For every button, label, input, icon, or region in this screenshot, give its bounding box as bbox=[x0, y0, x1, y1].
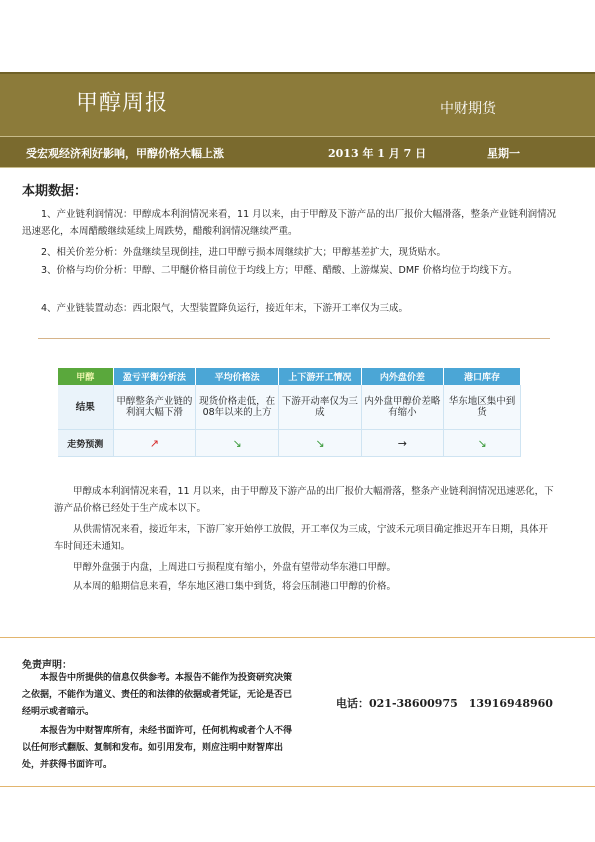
analysis-paragraph: 从供需情况来看，接近年末，下游厂家开始停工放假，开工率仅为三成，宁波禾元项目确定推迟开车日期，具体开车时间还未通知。 bbox=[54, 524, 549, 552]
trend-flat-arrow-icon: → bbox=[397, 436, 407, 450]
table-cell: 现货价格走低，在08年以来的上方 bbox=[196, 385, 279, 430]
table-header-row bbox=[58, 368, 521, 385]
brand-name: 中财期货 bbox=[440, 101, 496, 117]
table-cell bbox=[279, 430, 361, 457]
table-row bbox=[58, 385, 521, 430]
table-cell bbox=[113, 430, 195, 457]
table-header: 内外盘价差 bbox=[361, 368, 443, 385]
table-header: 甲醇 bbox=[58, 368, 113, 385]
report-title: 甲醇周报 bbox=[76, 91, 169, 116]
headline: 受宏观经济利好影响，甲醇价格大幅上涨 bbox=[26, 147, 224, 160]
trend-down-arrow-icon: ↘ bbox=[477, 436, 487, 450]
table-cell: 下游开动率仅为三成 bbox=[279, 385, 361, 430]
table-header: 平均价格法 bbox=[196, 368, 279, 385]
table-cell: 华东地区集中到货 bbox=[444, 385, 521, 430]
row-label: 结果 bbox=[58, 385, 113, 430]
analysis-table bbox=[58, 368, 521, 457]
table-header: 上下游开工情况 bbox=[279, 368, 361, 385]
contact-phone: 电话：021-38600975 13916948960 bbox=[336, 697, 553, 710]
data-item-price: 3、价格与均价分析：甲醇、二甲醚价格目前位于均线上方；甲醛、醋酸、上游煤炭、DMF 价格均位于均线下方。 bbox=[41, 265, 518, 276]
data-item-profit: 1、产业链利润情况：甲醇成本利润情况来看，11 月以来，由于甲醇及下游产品的出厂报价大幅滑落，整条产业链利润情况迅速恶化，本周醋酸继续延续上周跌势，醋酸利润情况继续严重。 bbox=[22, 209, 557, 237]
analysis-paragraph: 甲醇外盘强于内盘，上周进口亏损程度有缩小，外盘有望带动华东港口甲醇。 bbox=[73, 562, 397, 573]
trend-down-arrow-icon: ↘ bbox=[315, 436, 325, 450]
report-weekday: 星期一 bbox=[487, 147, 520, 160]
table-cell: 甲醇整条产业链的利润大幅下滑 bbox=[113, 385, 195, 430]
analysis-paragraph: 从本周的船期信息来看，华东地区港口集中到货，将会压制港口甲醇的价格。 bbox=[73, 581, 397, 592]
section-title: 本期数据： bbox=[22, 184, 88, 199]
table-cell: 内外盘甲醇价差略有缩小 bbox=[361, 385, 443, 430]
data-item-spread: 2、相关价差分析：外盘继续呈现倒挂，进口甲醇亏损本周继续扩大；甲醇基差扩大，现货贴水。 bbox=[41, 247, 447, 258]
table-header: 盈亏平衡分析法 bbox=[113, 368, 195, 385]
row-label: 走势预测 bbox=[58, 430, 113, 457]
disclaimer-title: 免责声明： bbox=[22, 660, 72, 671]
divider bbox=[0, 637, 595, 638]
table-cell bbox=[361, 430, 443, 457]
table-cell bbox=[196, 430, 279, 457]
data-item-plant: 4、产业链装置动态：西北限气，大型装置降负运行，接近年末，下游开工率仅为三成。 bbox=[41, 303, 409, 314]
table-row bbox=[58, 430, 521, 457]
trend-up-arrow-icon: ↗ bbox=[149, 436, 159, 450]
report-date: 2013 年 1 月 7 日 bbox=[328, 147, 427, 160]
divider bbox=[0, 786, 595, 787]
divider bbox=[38, 338, 550, 339]
table-cell bbox=[444, 430, 521, 457]
trend-down-arrow-icon: ↘ bbox=[232, 436, 242, 450]
table-header: 港口库存 bbox=[444, 368, 521, 385]
disclaimer-paragraph: 本报告中所提供的信息仅供参考。本报告不能作为投资研究决策之依据，不能作为道义、责任的和法律的依据或者凭证，无论是否已经明示或者暗示。 bbox=[22, 673, 293, 717]
analysis-paragraph: 甲醇成本利润情况来看，11 月以来，由于甲醇及下游产品的出厂报价大幅滑落，整条产业链利润情况迅速恶化，下游产品价格已经处于生产成本以下。 bbox=[54, 486, 554, 514]
disclaimer-paragraph: 本报告为中财智库所有，未经书面许可，任何机构或者个人不得以任何形式翻版、复制和发布。如引用发布，则应注明中财智库出处，并获得书面许可。 bbox=[22, 726, 293, 770]
